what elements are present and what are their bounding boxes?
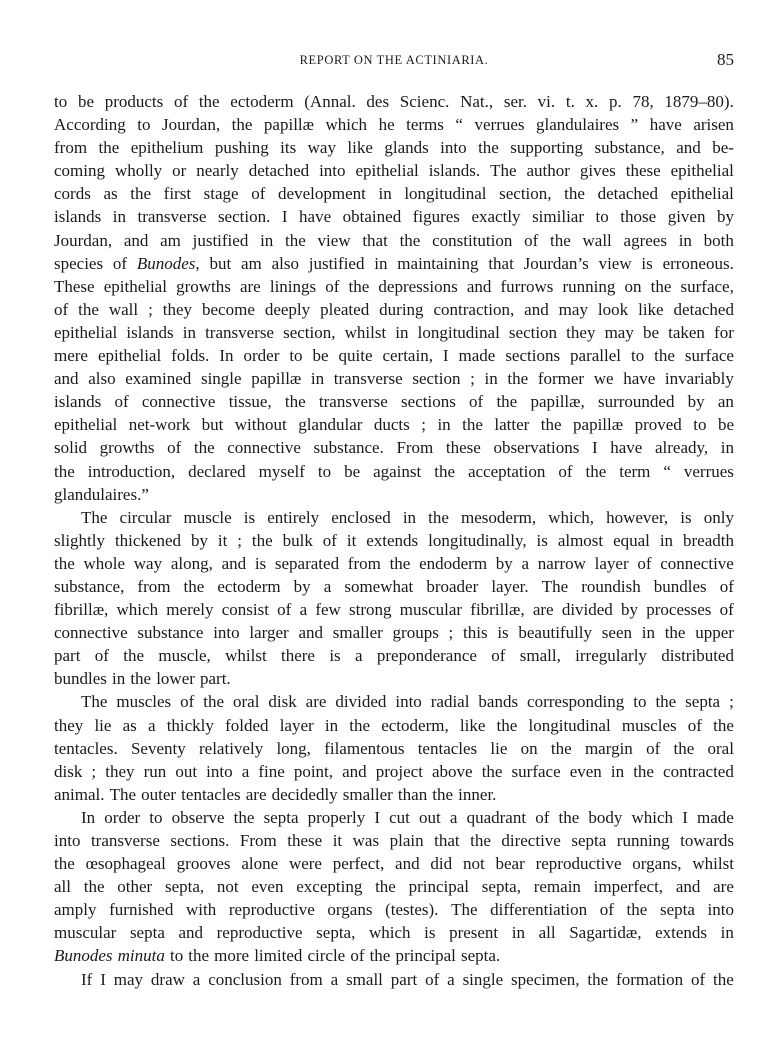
page-number: 85 <box>717 50 734 69</box>
text-line: Jourdan, and am justified in the view that the constitution of the wall agrees in both <box>54 230 734 250</box>
paragraph <box>54 90 734 506</box>
running-header <box>54 50 734 72</box>
text-line: tentacles. Seventy relatively long, filamentous tentacles lie on the margin of the oral <box>54 738 734 758</box>
paragraph <box>54 690 734 805</box>
text-line: connective substance into larger and smaller groups ; this is beautifully seen in the upper <box>54 623 734 643</box>
text-line: they lie as a thickly folded layer in the ectoderm, like the longitudinal muscles of the <box>54 715 734 735</box>
text-line: to be products of the ectoderm (Annal. des Scienc. Nat., ser. vi. t. x. p. 78, 1879–80). <box>54 92 734 111</box>
text-line: The circular muscle is entirely enclosed in the mesoderm, which, however, is only <box>81 507 734 527</box>
text-line: animal. The outer tentacles are decidedly smaller than the inner. <box>54 784 497 804</box>
text-line: from the epithelium pushing its way like glands into the supporting substance, and be- <box>54 138 734 158</box>
paragraph <box>54 506 734 691</box>
text-line: slightly thickened by it ; the bulk of it extends longitudinally, is almost equal in breadth <box>54 530 734 550</box>
running-title: REPORT ON THE ACTINIARIA. <box>299 53 489 67</box>
text-line: the œsophageal grooves alone were perfect, and did not bear reproductive organs, whilst <box>54 854 734 874</box>
text-line: of the wall ; they become deeply pleated during contraction, and may look like detached <box>54 299 734 319</box>
text-line: fibrillæ, which merely consist of a few strong muscular fibrillæ, are divided by processes of <box>54 600 734 620</box>
text-line: If I may draw a conclusion from a small part of a single specimen, the formation of the <box>81 969 734 989</box>
text-line: In order to observe the septa properly I cut out a quadrant of the body which I made <box>81 807 734 827</box>
text-line: disk ; they run out into a fine point, and project above the surface even in the contracted <box>54 761 734 781</box>
text-line: glandulaires.” <box>54 484 149 504</box>
text-line: amply furnished with reproductive organs (testes). The differentiation of the septa into <box>54 900 734 920</box>
text-line: the introduction, declared myself to be against the acceptation of the term “ verrues <box>54 461 734 481</box>
text-line: According to Jourdan, the papillæ which he terms “ verrues glandulaires ” have arisen <box>54 115 734 135</box>
text-line: coming wholly or nearly detached into epithelial islands. The author gives these epithelial <box>54 161 734 181</box>
text-line: substance, from the ectoderm by a somewhat broader layer. The roundish bundles of <box>54 576 734 596</box>
body-text <box>54 90 734 991</box>
text-line: part of the muscle, whilst there is a preponderance of small, irregularly distributed <box>54 646 734 666</box>
text-line: species of Bunodes, but am also justified in maintaining that Jourdan’s view is erroneous. <box>54 253 734 273</box>
text-line: into transverse sections. From these it was plain that the directive septa running towards <box>54 831 734 850</box>
paragraph <box>54 806 734 968</box>
text-line: all the other septa, not even excepting the principal septa, remain imperfect, and are <box>54 877 734 897</box>
text-line: bundles in the lower part. <box>54 669 231 689</box>
text-line: islands in transverse section. I have obtained figures exactly similiar to those given by <box>54 207 734 227</box>
text-line: epithelial net-work but without glandular ducts ; in the latter the papillæ proved to be <box>54 415 734 435</box>
text-line: These epithelial growths are linings of the depressions and furrows running on the surface, <box>54 276 734 296</box>
text-line: islands of connective tissue, the transverse sections of the papillæ, surrounded by an <box>54 392 734 412</box>
text-line: and also examined single papillæ in transverse section ; in the former we have invariably <box>54 369 734 389</box>
text-line: cords as the first stage of development in longitudinal section, the detached epithelial <box>54 184 734 204</box>
text-line: muscular septa and reproductive septa, which is present in all Sagartidæ, extends in <box>54 923 734 943</box>
text-line: the whole way along, and is separated from the endoderm by a narrow layer of connective <box>54 553 734 573</box>
text-line: epithelial islands in transverse section, whilst in longitudinal section they may be taken for <box>54 322 734 342</box>
text-line: The muscles of the oral disk are divided into radial bands corresponding to the septa ; <box>81 692 734 712</box>
paragraph <box>54 968 734 991</box>
text-line: Bunodes minuta to the more limited circle of the principal septa. <box>54 946 501 966</box>
text-line: mere epithelial folds. In order to be quite certain, I made sections parallel to the surface <box>54 346 734 366</box>
text-line: solid growths of the connective substance. From these observations I have already, in <box>54 438 734 458</box>
